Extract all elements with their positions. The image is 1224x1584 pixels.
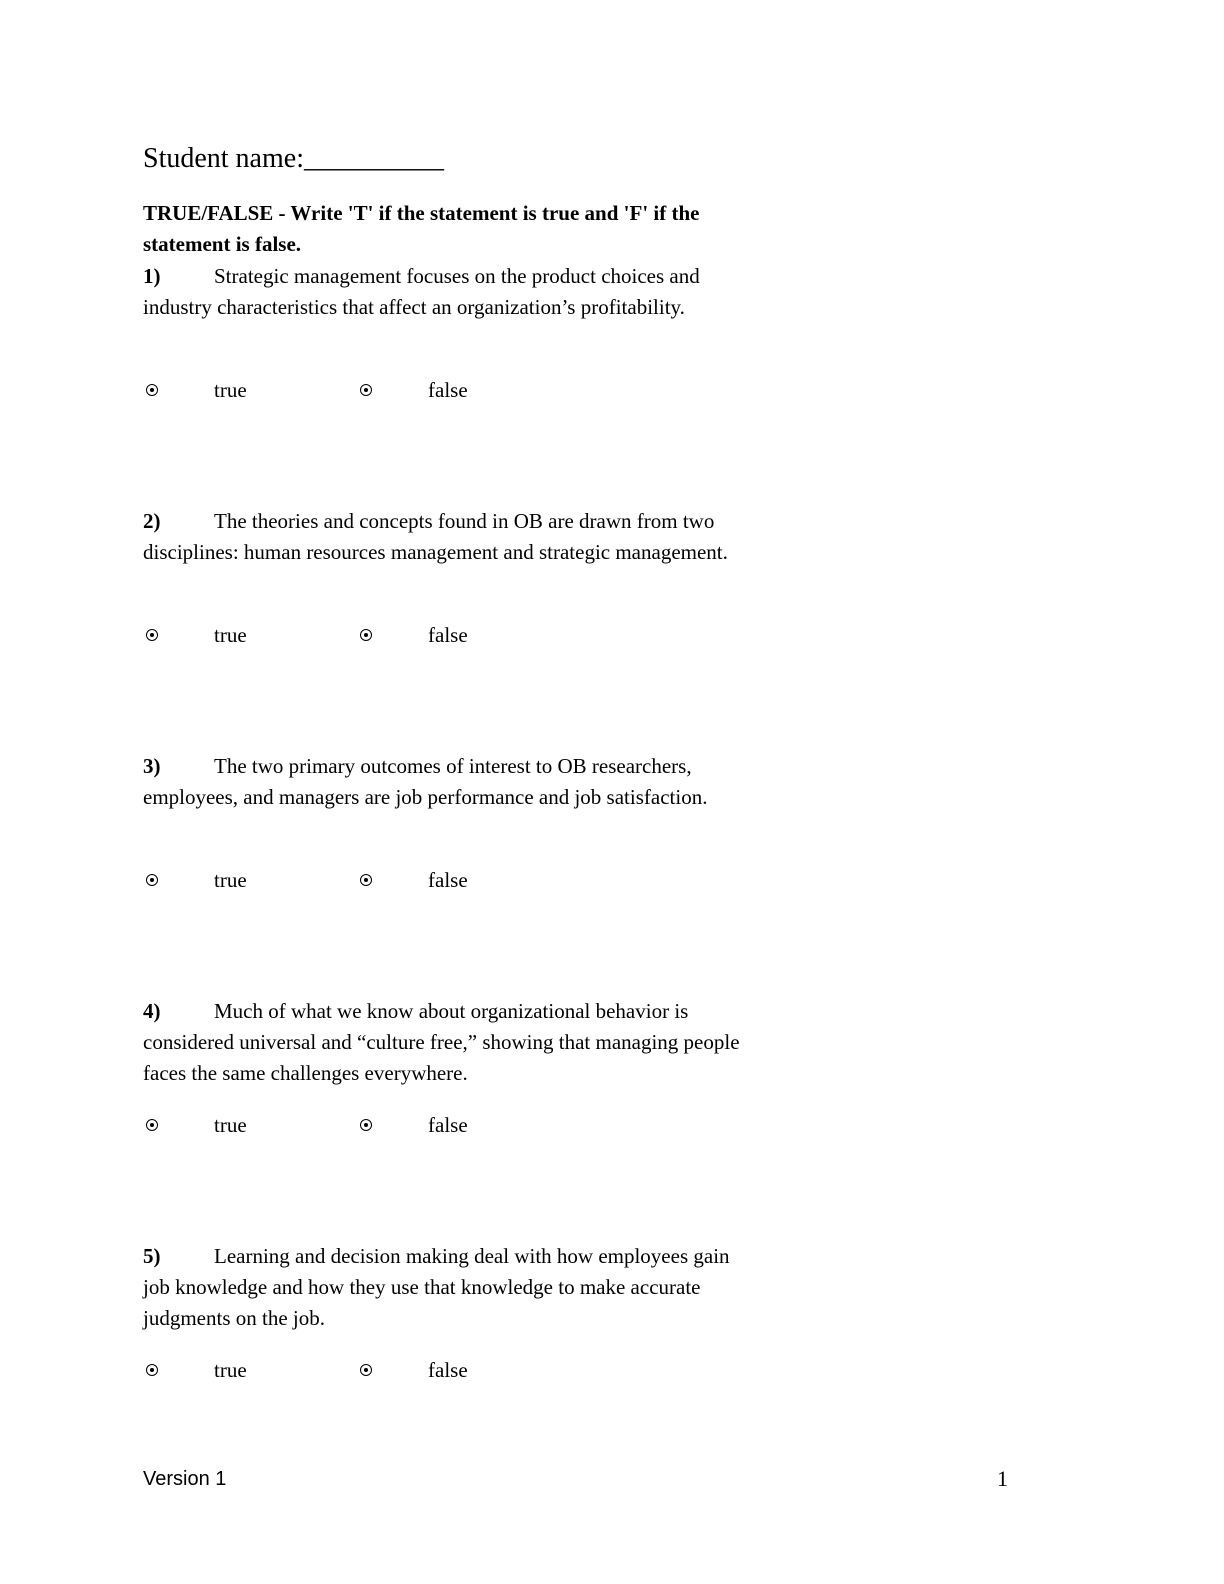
radio-true-button[interactable]: [146, 874, 158, 886]
question-5-options: [143, 1355, 643, 1386]
radio-false-button[interactable]: [360, 874, 372, 886]
option-false-label: false: [428, 1358, 468, 1382]
radio-true-button[interactable]: [146, 1119, 158, 1131]
option-false-label: false: [428, 623, 468, 647]
question-number: 3): [143, 754, 161, 778]
page-number: 1: [997, 1466, 1008, 1491]
question-number: 2): [143, 509, 161, 533]
question-number: 1): [143, 264, 161, 288]
option-true-label: true: [214, 1113, 247, 1137]
option-false-label: false: [428, 1113, 468, 1137]
question-3: [143, 751, 743, 813]
instructions: TRUE/FALSE - Write 'T' if the statement is true and 'F' if the statement is false.: [143, 201, 700, 256]
option-true-label: true: [214, 868, 247, 892]
question-5: [143, 1241, 743, 1334]
question-text: The theories and concepts found in OB are drawn from two disciplines: human resources management and strategic management.: [143, 509, 728, 564]
question-text: The two primary outcomes of interest to OB researchers, employees, and managers are job performance and job satisfaction.: [143, 754, 708, 809]
radio-false-button[interactable]: [360, 1364, 372, 1376]
question-2-options: [143, 620, 643, 651]
question-number: 5): [143, 1244, 161, 1268]
question-2: [143, 506, 743, 568]
radio-true-button[interactable]: [146, 1364, 158, 1376]
student-name-label: Student name:__________: [143, 143, 444, 174]
question-1: [143, 261, 743, 323]
option-true-label: true: [214, 378, 247, 402]
option-false-label: false: [428, 868, 468, 892]
question-3-options: [143, 865, 643, 896]
question-number: 4): [143, 999, 161, 1023]
option-false-label: false: [428, 378, 468, 402]
radio-true-button[interactable]: [146, 384, 158, 396]
radio-false-button[interactable]: [360, 629, 372, 641]
question-text: Much of what we know about organizational behavior is considered universal and “culture free,” showing that managing people faces the same challenges everywhere.: [143, 999, 740, 1085]
radio-true-button[interactable]: [146, 629, 158, 641]
question-4-options: [143, 1110, 643, 1141]
option-true-label: true: [214, 1358, 247, 1382]
option-true-label: true: [214, 623, 247, 647]
question-4: [143, 996, 743, 1089]
question-text: Strategic management focuses on the product choices and industry characteristics that affect an organization’s profitability.: [143, 264, 700, 319]
radio-false-button[interactable]: [360, 1119, 372, 1131]
footer-version: Version 1: [143, 1468, 227, 1490]
question-1-options: [143, 375, 643, 406]
question-text: Learning and decision making deal with how employees gain job knowledge and how they use that knowledge to make accurate judgments on the job.: [143, 1244, 730, 1330]
radio-false-button[interactable]: [360, 384, 372, 396]
